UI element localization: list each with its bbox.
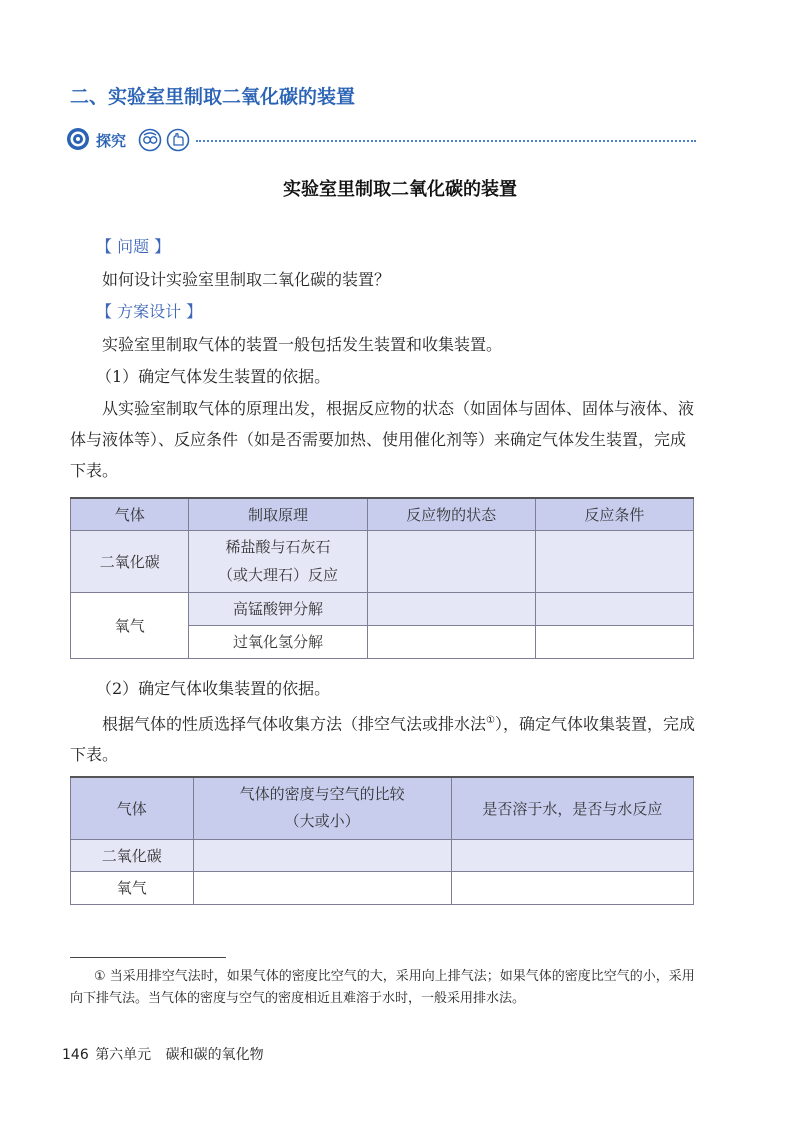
explore-banner [66,127,698,157]
problem-text: 如何设计实验室里制取二氧化碳的装置？ [102,270,391,289]
dotted-rule [196,140,696,142]
collection-table [70,776,694,905]
generation-table [70,497,694,659]
cell2-density-co2[interactable] [193,839,451,871]
cell-condition-o2-a[interactable] [535,592,693,625]
header-condition: 反应条件 [535,498,693,530]
cell2-water-o2[interactable] [451,871,693,904]
cell-state-o2-a[interactable] [367,592,535,625]
cell-gas-co2: 二氧化碳 [71,530,189,592]
cell-principle-o2-b: 过氧化氢分解 [189,625,367,658]
step2-text [70,705,698,770]
footnote-rule [70,957,226,958]
header-gas: 气体 [71,498,189,530]
magnifier-face-icon [138,128,162,152]
design-text: 实验室里制取气体的装置一般包括发生装置和收集装置。 [102,335,503,354]
header2-density-line1: 气体的密度与空气的比较 [239,785,405,804]
header2-gas: 气体 [71,777,194,839]
table-row-co2 [71,530,694,592]
principle-co2-line2: （或大理石）反应 [218,566,339,584]
design-label: 【 方案设计 】 [96,302,203,321]
header2-density-line2: （大或小） [284,812,360,831]
table-row-o2-a [71,592,694,625]
footnote-ref[interactable]: ① [486,715,495,726]
step2-title: （2）确定气体收集装置的依据。 [96,679,331,698]
cell2-gas-o2: 氧气 [71,871,194,904]
problem-label: 【 问题 】 [96,237,171,256]
header-principle: 制取原理 [189,498,367,530]
step2-text-b: ），确定气体收集装置，完成下表。 [70,714,695,765]
target-icon [66,127,90,151]
page-footer [62,1044,264,1064]
hand-icon [166,128,190,152]
header2-water: 是否溶于水，是否与水反应 [451,777,693,839]
cell2-water-co2[interactable] [451,839,693,871]
cell-principle-co2 [189,530,367,592]
principle-co2-line1: 稀盐酸与石灰石 [225,538,331,556]
cell-condition-co2[interactable] [535,530,693,592]
activity-title: 实验室里制取二氧化碳的装置 [283,179,517,200]
cell-condition-o2-b[interactable] [535,625,693,658]
section-title: 二、实验室里制取二氧化碳的装置 [70,86,356,108]
cell2-gas-co2: 二氧化碳 [71,839,194,871]
step1-title: （1）确定气体发生装置的依据。 [96,367,331,386]
footnote: ① 当采用排空气法时，如果气体的密度比空气的大，采用向上排气法；如果气体的密度比空气的小，采用向下排气法。当气体的密度与空气的密度相近且难溶于水时，一般采用排水法。 [70,969,695,1006]
page-number: 146 [62,1047,89,1063]
cell-gas-o2: 氧气 [71,592,189,658]
header-state: 反应物的状态 [367,498,535,530]
cell2-density-o2[interactable] [193,871,451,904]
explore-label: 探究 [96,132,127,150]
table-row [71,839,694,871]
table-row [71,871,694,904]
cell-principle-o2-a: 高锰酸钾分解 [189,592,367,625]
unit-title: 碳和碳的氧化物 [165,1047,264,1063]
cell-state-o2-b[interactable] [367,625,535,658]
step2-text-a: 根据气体的性质选择气体收集方法（排空气法或排水法 [102,714,487,734]
cell-state-co2[interactable] [367,530,535,592]
step1-text: 从实验室制取气体的原理出发，根据反应物的状态（如固体与固体、固体与液体、液体与液体等）、反应条件（如是否需要加热、使用催化剂等）来确定气体发生装置，完成下表。 [70,399,695,480]
unit-label: 第六单元 [95,1047,152,1063]
header2-density [193,777,451,839]
